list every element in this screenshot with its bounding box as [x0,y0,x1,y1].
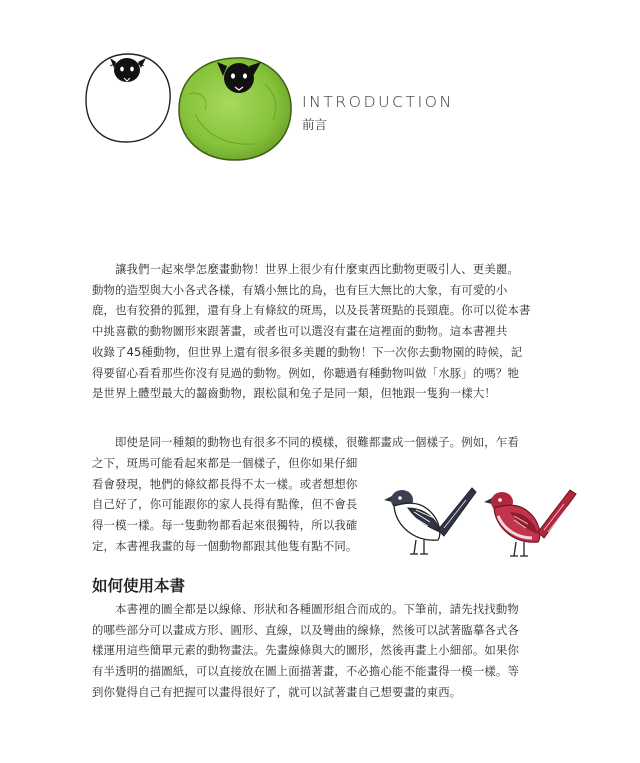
text-line: 即使是同一種類的動物也有很多不同的模樣，很難都畫成一個樣子。例如，乍看 [115,435,519,449]
text-line: 得要留心看看那些你沒有見過的動物。例如，你聽過有種動物叫做「水豚」的嗎？牠 [92,365,520,380]
heading-chinese: 前言 [302,117,328,132]
sheep-green-icon [175,54,299,164]
text-line: 有半透明的描圖紙，可以直接放在圖上面描著畫，不必擔心能不能畫得一模一樣。等 [92,664,520,679]
text-line: 動物的造型與大小各式各樣，有矯小無比的鳥，也有巨大無比的大象，有可愛的小 [92,282,508,297]
text-line: 看會發現，牠們的條紋都長得不太一樣。或者想想你 [92,476,358,491]
text-line: 的哪些部分可以畫成方形、圓形、直線，以及彎曲的線條，然後可以試著臨摹各式各 [92,622,520,637]
heading-english: INTRODUCTION [302,93,454,111]
text-line: 之下，斑馬可能看起來都是一個樣子，但你如果仔細 [92,456,358,470]
text-line: 得一模一樣。每一隻動物都看起來很獨特，所以我確 [92,518,358,533]
bird-red-icon [484,482,584,564]
text-line: 到你覺得自己有把握可以畫得很好了，就可以試著畫自己想要畫的東西。 [92,684,462,699]
how-to-use-paragraph [92,599,520,703]
intro-paragraph-2-first [92,432,517,453]
bird-sketch-icon [382,478,482,562]
intro-paragraph-1 [92,259,531,404]
text-line: 樣運用這些簡單元素的動物畫法。先畫線條與大的圖形，然後再畫上小細部。如果你 [92,643,520,658]
sheep-sketch-icon [80,48,176,148]
text-line: 讓我們一起來學怎麼畫動物！世界上很少有什麼東西比動物更吸引人、更美麗。 [115,262,519,276]
intro-paragraph-2 [92,453,384,557]
section-title-how-to-use: 如何使用本書 [92,577,186,595]
text-line: 是世界上體型最大的齧齒動物，跟松鼠和兔子是同一類，但牠跟一隻狗一樣大！ [92,386,496,401]
text-line: 本書裡的圖全都是以線條、形狀和各種圖形組合而成的。下筆前，請先找找動物 [115,602,519,616]
text-line: 中挑喜歡的動物圖形來跟著畫，或者也可以選沒有畫在這裡面的動物。這本書裡共 [92,324,508,339]
text-line: 鹿，也有狡猾的狐狸，還有身上有條紋的斑馬，以及長著斑點的長頸鹿。你可以從本書 [92,303,531,318]
text-line: 定，本書裡我畫的每一個動物都跟其他隻有點不同。 [92,538,358,553]
text-line: 收錄了45種動物，但世界上還有很多很多美麗的動物！下一次你去動物園的時候，記 [92,344,523,359]
text-line: 自己好了，你可能跟你的家人長得有點像，但不會長 [92,497,358,512]
